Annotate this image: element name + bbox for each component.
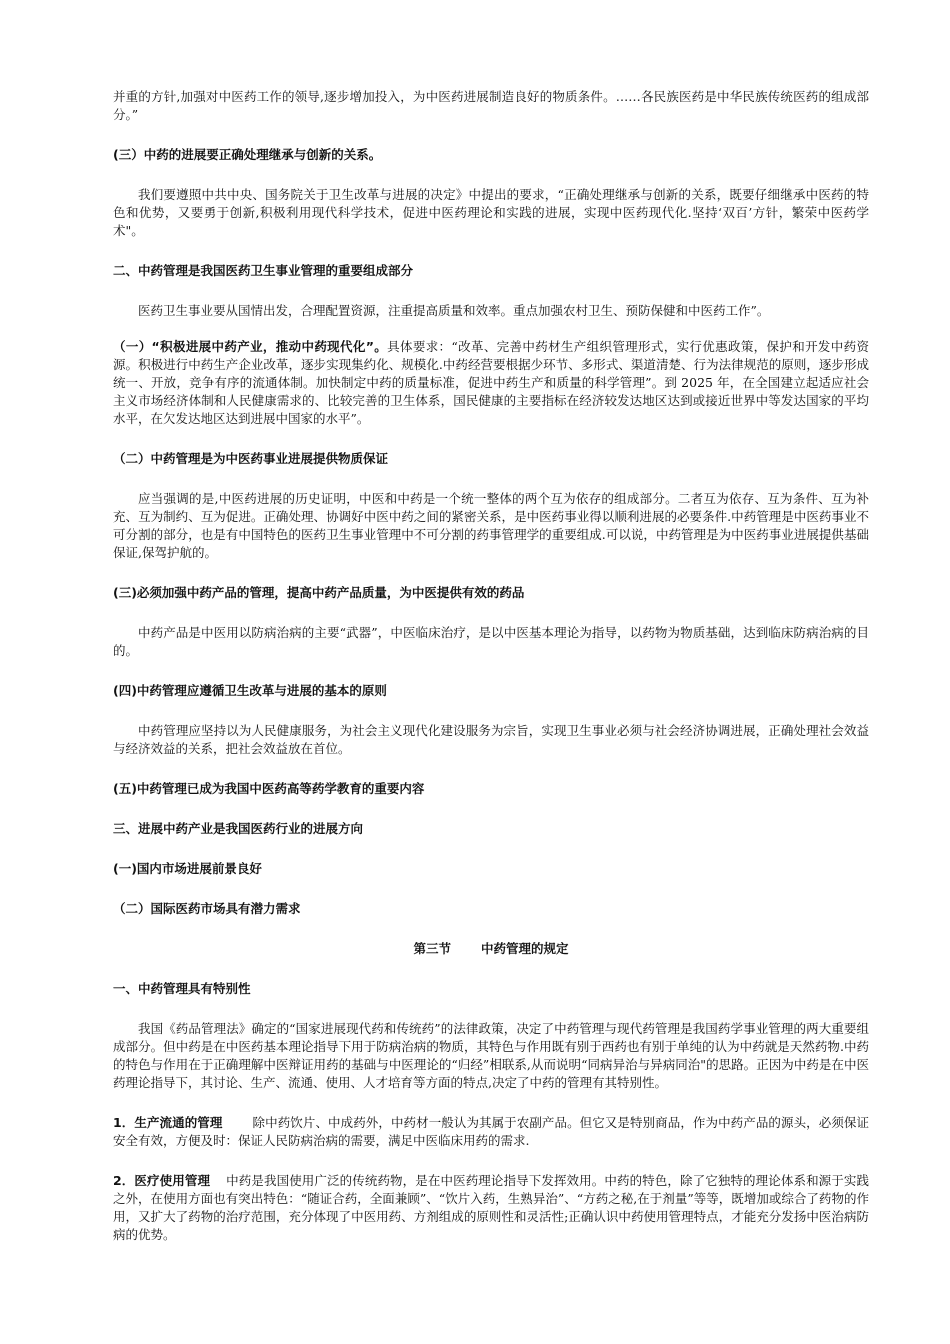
paragraph-specialty: 我国《药品管理法》确定的“国家进展现代药和传统药”的法律政策，决定了中药管理与现代药管理是我国药学事业管理的两大重要组成部分。但中药是在中医药基本理论指导下用于防病治病的物质，其特色与作用既有别于西药也有别于单纯的认为中药就是天然药物.中药的特色与作用在于正确理解中医辩证用药的基础与中医理论的“归经”相联系,从而说明“同病异治与异病同治"的思路。正因为中药是在中医药理论指导下，其讨论、生产、流通、使用、人才培育等方面的特点,决定了中药的管理有其特别性。 xyxy=(113,1021,869,1090)
heading-2-3: (三)必须加强中药产品的管理，提高中药产品质量，为中医提供有效的药品 xyxy=(113,585,525,600)
paragraph-2-2: 应当强调的是,中医药进展的历史证明，中医和中药是一个统一整体的两个互为依存的组成部分。二者互为依存、互为条件、互为补充、互为制约、互为促进。正确处理、协调好中医中药之间的紧密关系，是中医药事业得以顺利进展的必要条件.中药管理是中医药事业不可分割的部分，也是有中国特色的医药卫生事业管理中不可分割的药事管理学的重要组成.可以说，中药管理是为中医药事业进展提供基础保证,保驾护航的。 xyxy=(113,491,869,560)
heading-2-5: (五)中药管理已成为我国中医药高等药学教育的重要内容 xyxy=(113,781,425,796)
heading-3-1: (一)国内市场进展前景良好 xyxy=(113,861,262,876)
item-2-body: 中药是我国使用广泛的传统药物，是在中医药理论指导下发挥效用。中药的特色，除了它独特的理论体系和源于实践之外，在使用方面也有突出特色：“随证合药，全面兼顾”、“饮片入药，生熟异治”、“方药之秘,在于剂量”等等，既增加或综合了药物的作用，又扩大了药物的治疗范围，充分体现了中医用药、方剂组成的原则性和灵活性;正确认识中药使用管理特点，才能充分发扬中医治病防病的优势。 xyxy=(113,1173,869,1242)
heading-section-3: 三、进展中药产业是我国医药行业的进展方向 xyxy=(113,821,364,836)
heading-3-2: （二）国际医药市场具有潜力需求 xyxy=(113,901,301,916)
heading-2-2: （二）中药管理是为中医药事业进展提供物质保证 xyxy=(113,451,389,466)
heading-2-4: (四)中药管理应遵循卫生改革与进展的基本的原则 xyxy=(113,683,387,698)
paragraph-section-2: 医药卫生事业要从国情出发，合理配置资源，注重提高质量和效率。重点加强农村卫生、预防保健和中医药工作”。 xyxy=(138,303,770,318)
paragraph-2-1-lead: （一）“积极进展中药产业，推动中药现代化”。 xyxy=(113,339,388,354)
section-title: 中药管理的规定 xyxy=(481,941,569,956)
paragraph-2-1 xyxy=(113,338,869,428)
document-page xyxy=(113,88,869,1244)
paragraph-2-1-body: 具体要求：“改革、完善中药材生产组织管理形式，实行优惠政策，保护和开发中药资源。积极进行中药生产企业改革，逐步实现集约化、规模化.中药经营要根据少环节、多形式、渠道清楚、行为法律规范的原则，逐步形成统一、开放，竞争有序的流通体制。加快制定中药的质量标准，促进中药生产和质量的科学管理”。到 2025 年，在全国建立起适应社会主义市场经济体制和人民健康需求的、比较完善的卫生体系，国民健康的主要指标在经济较发达地区达到或接近世界中等发达国家的平均水平，在欠发达地区达到进展中国家的水平”。 xyxy=(113,339,869,426)
paragraph-2-3: 中药产品是中医用以防病治病的主要“武器”，中医临床治疗，是以中医基本理论为指导，以药物为物质基础，达到临床防病治病的目的。 xyxy=(113,625,869,658)
heading-section-2: 二、中药管理是我国医药卫生事业管理的重要组成部分 xyxy=(113,263,414,278)
item-1-lead: 1．生产流通的管理 xyxy=(113,1115,223,1130)
paragraph-2-4: 中药管理应坚持以为人民健康服务，为社会主义现代化建设服务为宗旨，实现卫生事业必须与社会经济协调进展，正确处理社会效益与经济效益的关系，把社会效益放在首位。 xyxy=(113,723,869,756)
paragraph-intro: 并重的方针,加强对中医药工作的领导,逐步增加投入，为中医药进展制造良好的物质条件。……各民族医药是中华民族传统医药的组成部分。” xyxy=(113,89,869,122)
heading-specialty: 一、中药管理具有特别性 xyxy=(113,981,251,996)
paragraph-item-2 xyxy=(113,1172,869,1244)
heading-3-inheritance: (三）中药的进展要正确处理继承与创新的关系。 xyxy=(113,147,382,162)
paragraph-item-1 xyxy=(113,1114,869,1150)
section-heading xyxy=(113,940,869,958)
paragraph-inheritance: 我们要遵照中共中央、国务院关于卫生改革与进展的决定》中提出的要求，“正确处理继承与创新的关系，既要仔细继承中医药的特色和优势，又要勇于创新,积极利用现代科学技术，促进中医药理论和实践的进展，实现中医药现代化.坚持‘双百’方针，繁荣中医药学术"。 xyxy=(113,187,869,238)
section-label: 第三节 xyxy=(413,941,451,956)
item-1-body: 除中药饮片、中成药外，中药材一般认为其属于农副产品。但它又是特别商品，作为中药产品的源头，必须保证安全有效，方便及时：保证人民防病治病的需要，满足中医临床用药的需求. xyxy=(113,1115,869,1148)
item-2-lead: 2．医疗使用管理 xyxy=(113,1173,211,1188)
